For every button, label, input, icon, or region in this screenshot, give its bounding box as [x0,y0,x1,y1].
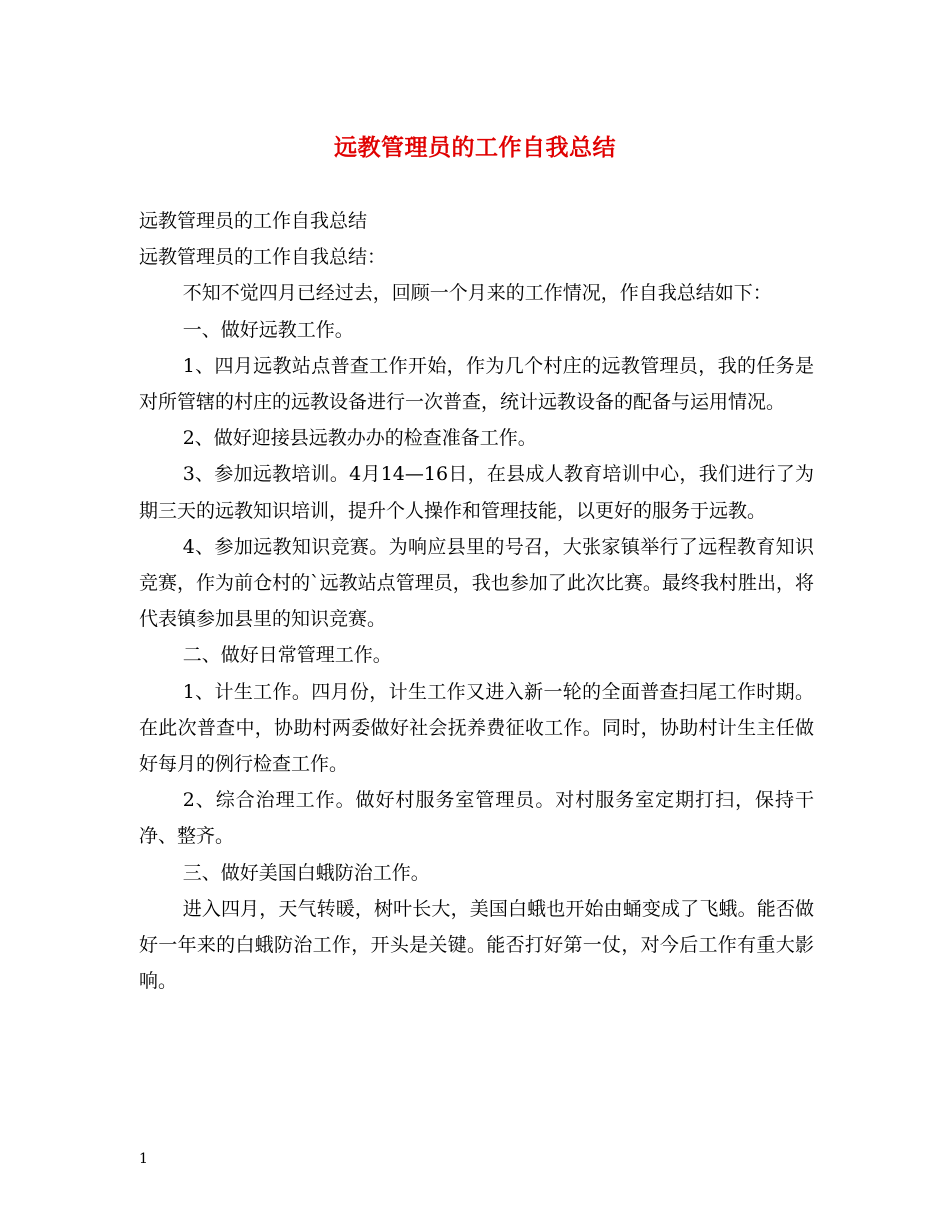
paragraph: 2、综合治理工作。做好村服务室管理员。对村服务室定期打扫，保持干净、整齐。 [139,789,814,848]
paragraph: 远教管理员的工作自我总结： [139,246,387,269]
paragraph: 3、参加远教培训。4月14—16日，在县成人教育培训中心，我们进行了为期三天的远教知识培训，提升个人操作和管理技能，以更好的服务于远教。 [139,463,814,522]
paragraph: 1、计生工作。四月份，计生工作又进入新一轮的全面普查扫尾工作时期。在此次普查中，协助村两委做好社会抚养费征收工作。同时，协助村计生主任做好每月的例行检查工作。 [139,680,814,776]
paragraph: 不知不觉四月已经过去，回顾一个月来的工作情况，作自我总结如下： [182,282,772,305]
document-title: 远教管理员的工作自我总结 [334,134,616,161]
section-heading: 三、做好美国白蛾防治工作。 [182,861,430,884]
section-heading: 二、做好日常管理工作。 [182,644,392,667]
section-heading: 一、做好远教工作。 [182,318,354,341]
paragraph: 远教管理员的工作自我总结 [139,210,368,232]
page-number: 1 [139,1151,148,1167]
paragraph: 进入四月，天气转暖，树叶长大，美国白蛾也开始由蛹变成了飞蛾。能否做好一年来的白蛾防治工作，开头是关键。能否打好第一仗，对今后工作有重大影响。 [139,897,814,993]
document-body [139,203,814,999]
paragraph: 4、参加远教知识竞赛。为响应县里的号召，大张家镇举行了远程教育知识竞赛，作为前仓村的`远教站点管理员，我也参加了此次比赛。最终我村胜出，将代表镇参加县里的知识竞赛。 [139,535,814,631]
paragraph: 1、四月远教站点普查工作开始，作为几个村庄的远教管理员，我的任务是对所管辖的村庄的远教设备进行一次普查，统计远教设备的配备与运用情况。 [139,354,814,414]
paragraph: 2、做好迎接县远教办办的检查准备工作。 [182,427,537,450]
